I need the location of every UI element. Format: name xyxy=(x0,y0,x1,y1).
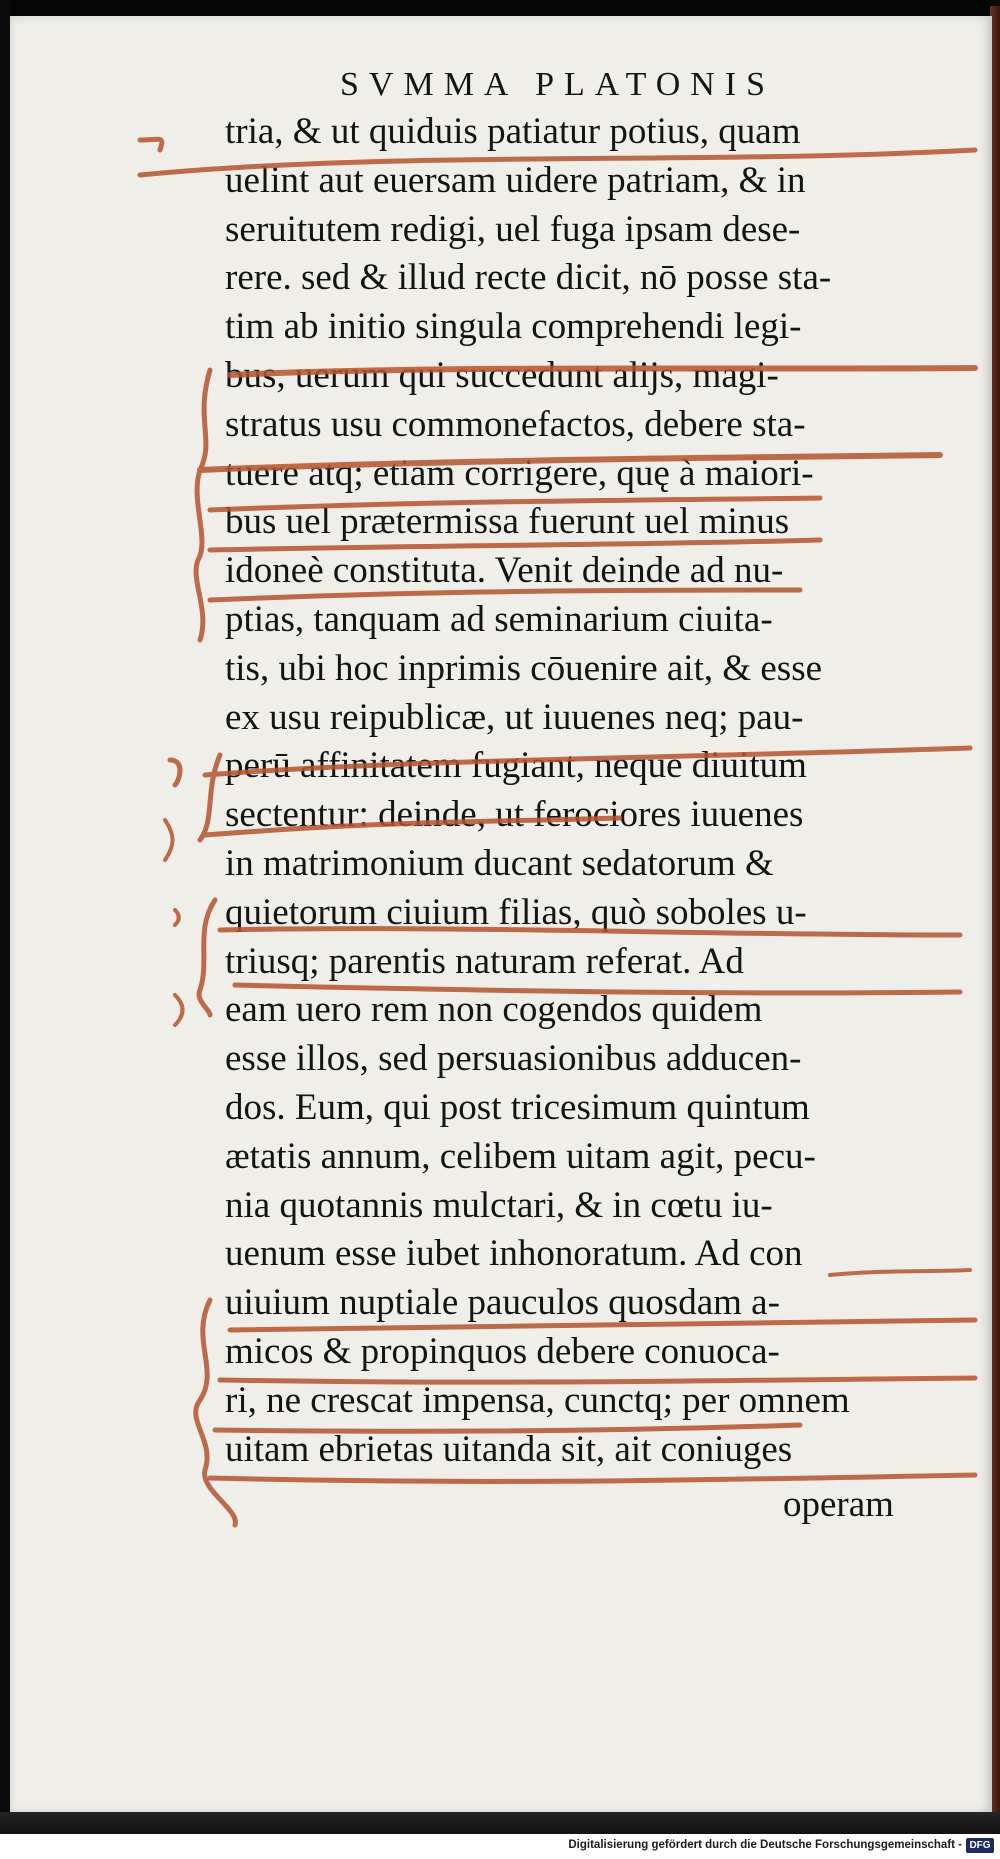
text-line: ri, ne crescat impensa, cunctq; per omnem xyxy=(225,1379,850,1421)
text-line: ætatis annum, celibem uitam agit, pecu- xyxy=(225,1135,816,1177)
text-line: micos & propinquos debere conuoca- xyxy=(225,1331,780,1372)
running-head: SVMMA PLATONIS xyxy=(340,66,776,103)
catchword: operam xyxy=(783,1484,894,1525)
text-line: bus uel prætermissa fuerunt uel minus xyxy=(225,501,790,543)
text-line: stratus usu commonefactos, debere sta- xyxy=(225,403,806,445)
text-line: nia quotannis mulctari, & in cœtu iu- xyxy=(225,1184,773,1226)
text-line: sectentur: deinde, ut ferociores iuuenes xyxy=(225,794,804,836)
dfg-logo: DFG xyxy=(966,1838,994,1853)
text-line: uelint aut euersam uidere patriam, & in xyxy=(225,159,806,201)
text-line: ptias, tanquam ad seminarium ciuita- xyxy=(225,599,773,640)
text-line: in matrimonium ducant sedatorum & xyxy=(225,843,774,884)
text-line: rere. sed & illud recte dicit, nō posse sta- xyxy=(225,257,832,299)
text-line: eam uero rem non cogendos quidem xyxy=(225,989,763,1031)
scan-top-edge xyxy=(10,0,992,16)
text-line: dos. Eum, qui post tricesimum quintum xyxy=(225,1087,810,1128)
digitization-footer xyxy=(0,1834,1000,1859)
text-line: triusq; parentis naturam referat. Ad xyxy=(225,940,744,982)
text-line: ex usu reipublicæ, ut iuuenes neq; pau- xyxy=(225,696,804,738)
footer-credit: Digitalisierung gefördert durch die Deutsche Forschungsgemeinschaft - xyxy=(568,1839,962,1851)
text-line: esse illos, sed persuasionibus adducen- xyxy=(225,1038,802,1080)
text-line: quietorum ciuium filias, quò soboles u- xyxy=(225,891,807,933)
text-line: uiuium nuptiale pauculos quosdam a- xyxy=(225,1282,780,1324)
text-line: bus, uerum qui succedunt alijs, magi- xyxy=(225,355,779,396)
text-line: tim ab initio singula comprehendi legi- xyxy=(225,306,802,348)
text-line: tria, & ut quiduis patiatur potius, quam xyxy=(225,111,801,152)
text-line: tuere atq; etiam corrigere, quę à maiori- xyxy=(225,452,814,494)
scan-bottom-edge xyxy=(0,1812,1000,1834)
text-line: uitam ebrietas uitanda sit, ait coniuges xyxy=(225,1428,793,1470)
text-line: seruitutem redigi, uel fuga ipsam dese- xyxy=(225,208,801,250)
text-line: uenum esse iubet inhonoratum. Ad con xyxy=(225,1233,803,1275)
text-line: perū affinitatem fugiant, neque diuitum xyxy=(225,745,807,787)
text-line: idoneè constituta. Venit deinde ad nu- xyxy=(225,550,784,592)
text-line: tis, ubi hoc inprimis cōuenire ait, & esse xyxy=(225,647,823,689)
